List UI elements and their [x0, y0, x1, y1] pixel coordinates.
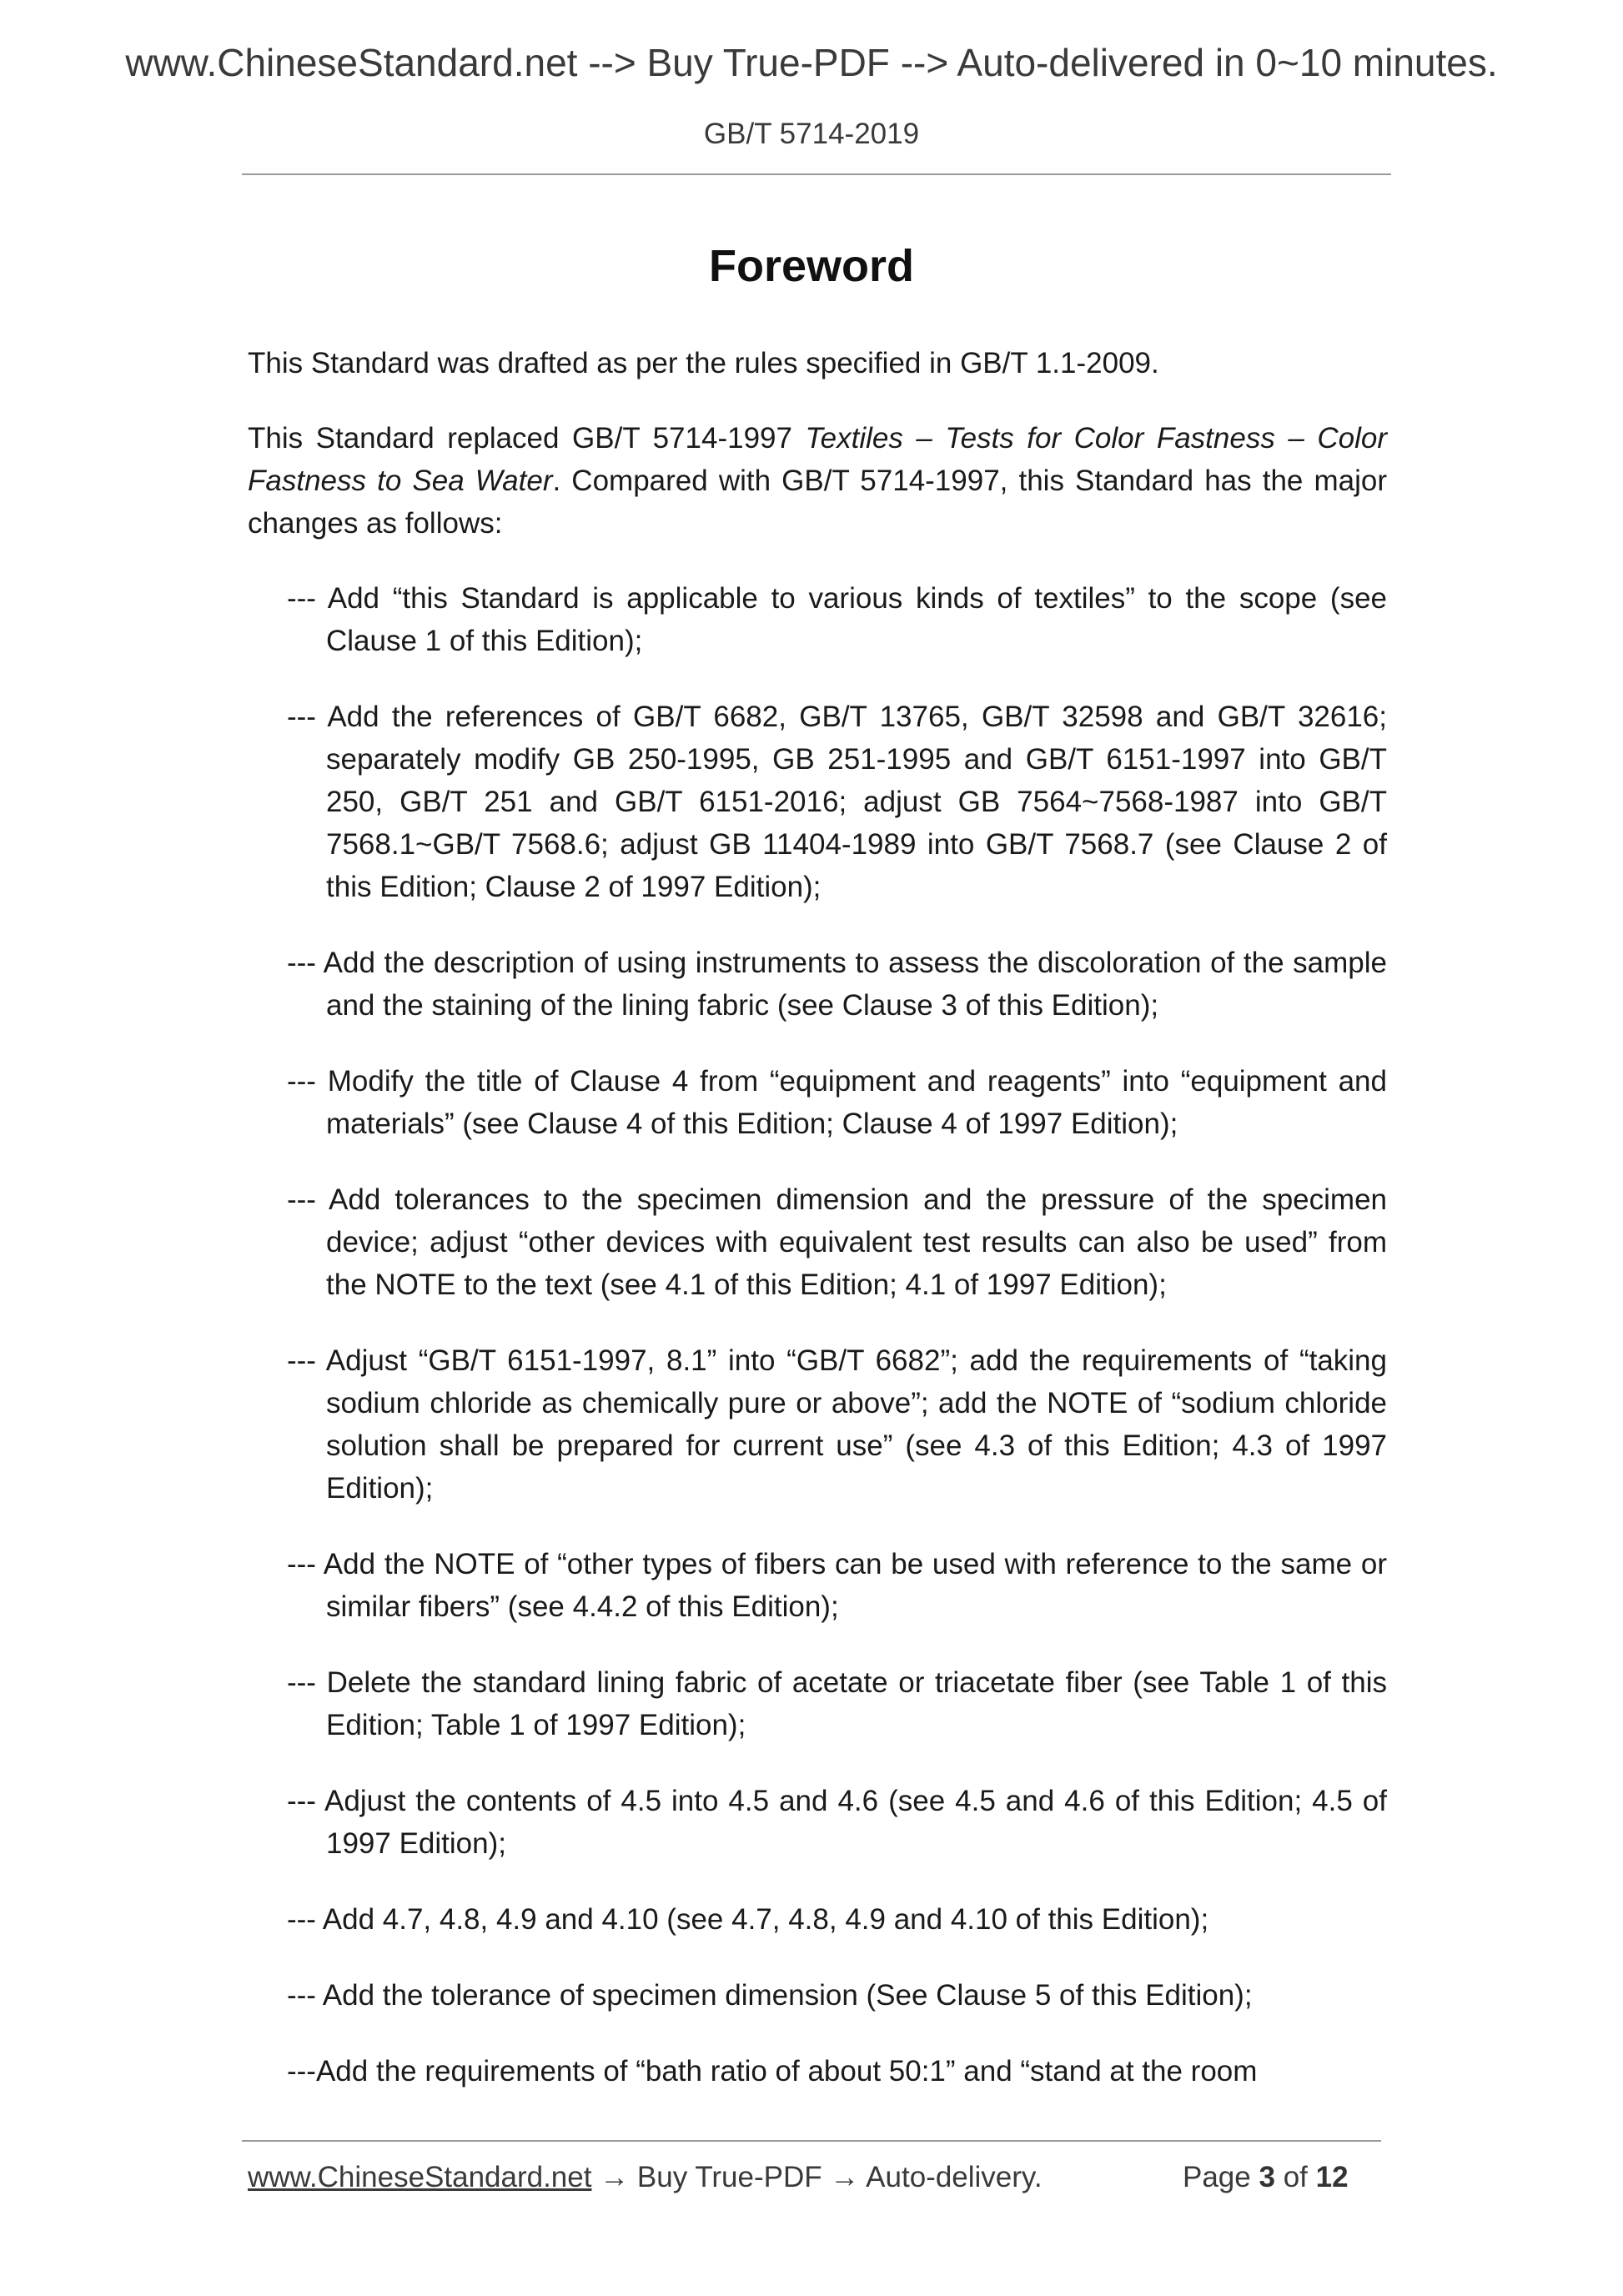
- footer-divider: [242, 2140, 1381, 2142]
- change-item: --- Add the tolerance of specimen dimension (See Clause 5 of this Edition);: [287, 1979, 1253, 2012]
- change-item: --- Delete the standard lining fabric of acetate or triacetate fiber (see Table 1 of this Edition; Table 1 of 1997 Edition);: [287, 1666, 1387, 1741]
- change-item: --- Add “this Standard is applicable to various kinds of textiles” to the scope (see Clause 1 of this Edition);: [287, 582, 1387, 657]
- change-item: --- Adjust the contents of 4.5 into 4.5 and 4.6 (see 4.5 and 4.6 of this Edition; 4.5 of 1997 Edition);: [287, 1785, 1387, 1860]
- change-item: --- Add the references of GB/T 6682, GB/T 13765, GB/T 32598 and GB/T 32616; separately modify GB 250-1995, GB 251-1995 and GB/T 6151-1997 into GB/T 250, GB/T 251 and GB/T 6151-2016; adjust GB 7564~7568-1987 into GB/T 7568.1~GB/T 7568.6; adjust GB 11404-1989 into GB/T 7568.7 (see Clause 2 of this Edition; Clause 2 of 1997 Edition);: [287, 701, 1387, 903]
- footer-promo-text: → Buy True-PDF → Auto-delivery.: [591, 2161, 1043, 2193]
- change-item: ---Add the requirements of “bath ratio of about 50:1” and “stand at the room: [287, 2055, 1258, 2088]
- header-banner: www.ChineseStandard.net --> Buy True-PDF --> Auto-delivered in 0~10 minutes.: [125, 41, 1498, 84]
- change-item: --- Add tolerances to the specimen dimension and the pressure of the specimen device; adjust “other devices with equivalent test results can also be used” from the NOTE to the text (see 4.1 of this Edition; 4.1 of 1997 Edition);: [287, 1183, 1387, 1301]
- document-body: [248, 342, 1387, 2093]
- change-item: --- Add the NOTE of “other types of fibers can be used with reference to the same or similar fibers” (see 4.4.2 of this Edition);: [287, 1548, 1387, 1623]
- intro-paragraph-1: This Standard was drafted as per the rules specified in GB/T 1.1-2009.: [248, 347, 1159, 379]
- page-number: [1183, 2161, 1349, 2194]
- footer-website-link[interactable]: www.ChineseStandard.net: [248, 2161, 592, 2193]
- change-item: --- Add the description of using instruments to assess the discoloration of the sample and the staining of the lining fabric (see Clause 3 of this Edition);: [287, 947, 1387, 1022]
- header-divider: [242, 173, 1391, 175]
- of-word: of: [1283, 2161, 1308, 2193]
- intro-text-before: This Standard replaced GB/T 5714-1997: [248, 422, 806, 455]
- page-word: Page: [1183, 2161, 1251, 2193]
- change-item: --- Adjust “GB/T 6151-1997, 8.1” into “GB/T 6682”; add the requirements of “taking sodium chloride as chemically pure or above”; add the NOTE of “sodium chloride solution shall be prepared for current use” (see 4.3 of this Edition; 4.3 of 1997 Edition);: [287, 1344, 1387, 1505]
- page-title: Foreword: [708, 241, 914, 291]
- intro-text-after: . Compared with GB/T 5714-1997, this Standard has the major changes as follows:: [248, 465, 1388, 540]
- standard-title-italic: Textiles – Tests for Color Fastness – Color Fastness to Sea Water: [248, 422, 1387, 497]
- document-id: GB/T 5714-2019: [703, 118, 920, 150]
- current-page: 3: [1259, 2161, 1275, 2193]
- change-item: --- Modify the title of Clause 4 from “equipment and reagents” into “equipment and materials” (see Clause 4 of this Edition; Clause 4 of 1997 Edition);: [287, 1065, 1387, 1140]
- change-item: --- Add 4.7, 4.8, 4.9 and 4.10 (see 4.7, 4.8, 4.9 and 4.10 of this Edition);: [287, 1903, 1209, 1936]
- total-pages: 12: [1315, 2161, 1349, 2193]
- footer-promo: [248, 2161, 1043, 2194]
- intro-paragraph-2: [248, 417, 1387, 545]
